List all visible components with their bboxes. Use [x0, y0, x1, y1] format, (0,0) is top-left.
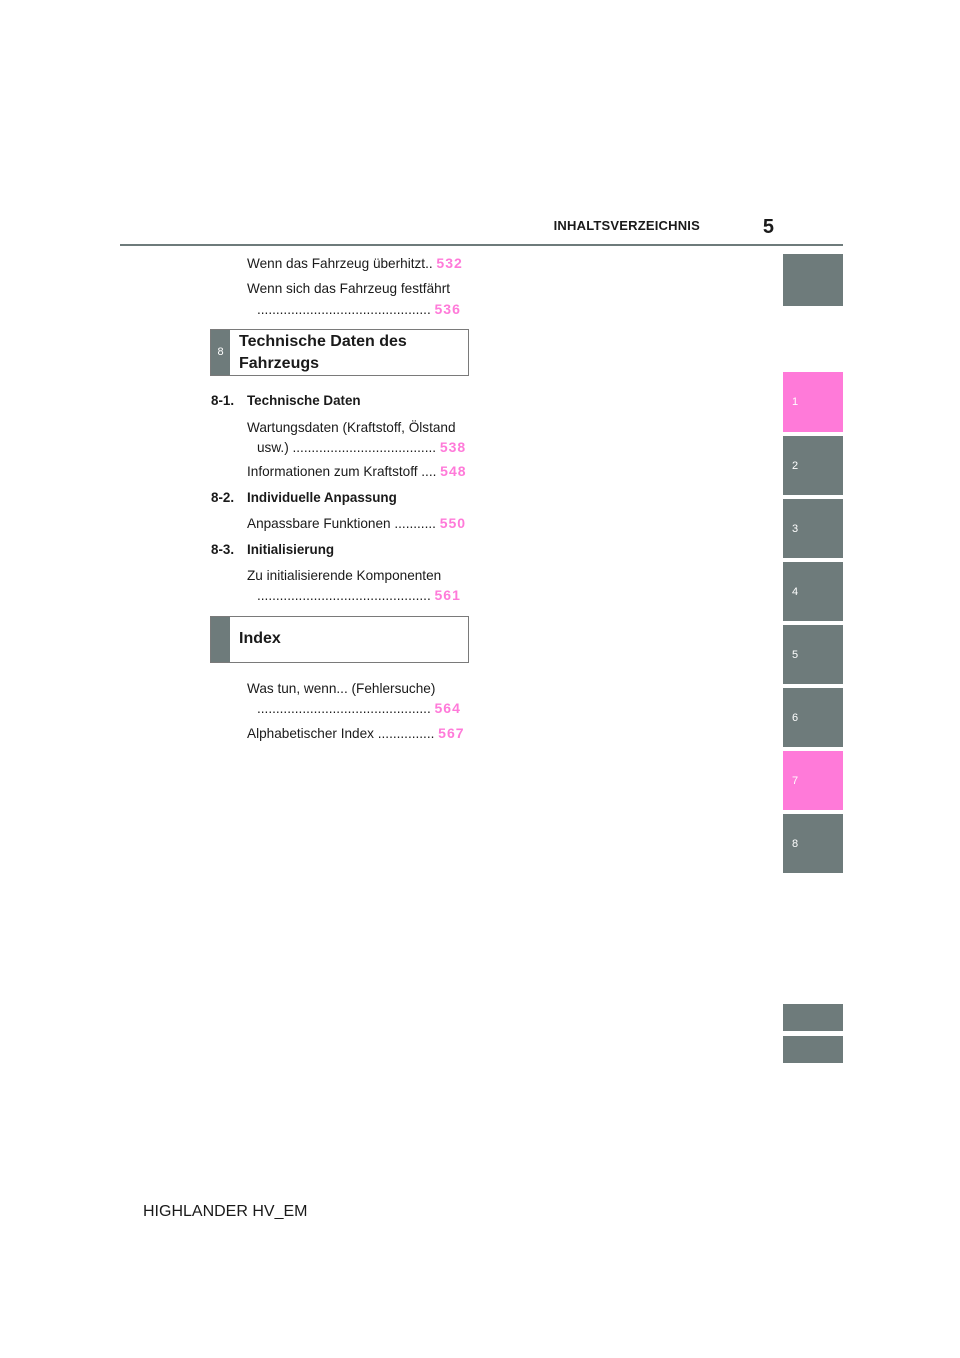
page-number: 5 [762, 216, 774, 238]
toc-page-link[interactable]: 564 [434, 700, 461, 716]
subsection-id: 8-3. [211, 542, 235, 557]
toc-entry[interactable] [247, 254, 463, 273]
side-tab-blank[interactable] [783, 1004, 843, 1031]
side-tab-2[interactable] [783, 436, 843, 495]
subsection-title[interactable]: Individuelle Anpassung [247, 490, 397, 505]
side-tab-8[interactable] [783, 814, 843, 873]
section-header-8 [210, 329, 469, 376]
footer-model-code: HIGHLANDER HV_EM [143, 1203, 308, 1220]
side-tab-label: 6 [792, 711, 799, 724]
section-number: 8 [217, 346, 224, 358]
toc-page-link[interactable]: 567 [438, 725, 465, 741]
toc-page-link[interactable]: 548 [440, 463, 467, 479]
side-tab-blank[interactable] [783, 254, 843, 306]
side-tab-label: 3 [792, 522, 799, 535]
side-tab-label: 7 [792, 774, 799, 787]
subsection-heading[interactable] [211, 541, 234, 559]
toc-entry-text: Zu initialisierende Komponenten [247, 568, 442, 583]
subsection-id: 8-2. [211, 490, 235, 505]
side-tab-label: 2 [792, 459, 799, 472]
header-divider [120, 244, 843, 246]
toc-leader-dots: .............................................. [257, 302, 431, 317]
section-title: Index [239, 630, 281, 647]
toc-entry[interactable] [247, 724, 465, 743]
subsection-title[interactable]: Initialisierung [247, 542, 335, 557]
side-tab-3[interactable] [783, 499, 843, 558]
subsection-heading[interactable] [211, 392, 234, 410]
toc-entry[interactable] [247, 418, 466, 457]
toc-entry-text: Wenn sich das Fahrzeug festfährt [247, 281, 451, 296]
toc-entry-text: Alphabetischer Index ............... [247, 726, 435, 741]
toc-leader-dots: .............................................. [257, 588, 431, 603]
subsection-id: 8-1. [211, 393, 235, 408]
toc-entry[interactable] [247, 462, 467, 481]
toc-entry-text: Wartungsdaten (Kraftstoff, Ölstand [247, 420, 456, 435]
subsection-title[interactable]: Technische Daten [247, 393, 361, 408]
side-tab-4[interactable] [783, 562, 843, 621]
toc-entry[interactable] [247, 679, 461, 718]
toc-page-link[interactable]: 561 [434, 587, 461, 603]
toc-entry-text: Wenn das Fahrzeug überhitzt.. [247, 256, 433, 271]
side-tab-5[interactable] [783, 625, 843, 684]
section-title [239, 331, 407, 375]
side-tab-blank[interactable] [783, 1036, 843, 1063]
toc-entry[interactable] [247, 514, 466, 533]
toc-page-link[interactable]: 536 [434, 301, 461, 317]
side-tab-label: 4 [792, 585, 799, 598]
subsection-heading[interactable] [211, 489, 234, 507]
side-tab-6[interactable] [783, 688, 843, 747]
toc-page-link[interactable]: 532 [436, 255, 463, 271]
toc-entry[interactable] [247, 566, 461, 605]
side-tab-label: 8 [792, 837, 799, 850]
toc-page-link[interactable]: 538 [439, 439, 467, 455]
toc-leader-dots: usw.) ...................................... [257, 440, 437, 455]
side-tab-7[interactable] [783, 751, 843, 810]
section-title-line: Technische Daten des [239, 333, 407, 350]
toc-entry-text: Was tun, wenn... (Fehlersuche) [247, 681, 436, 696]
side-tab-1[interactable] [783, 372, 843, 432]
toc-entry-text: Informationen zum Kraftstoff .... [247, 464, 437, 479]
side-tab-label: 1 [792, 396, 799, 408]
toc-page-link[interactable]: 550 [439, 515, 467, 531]
chapter-title: INHALTSVERZEICHNIS [553, 218, 700, 233]
side-tab-label: 5 [792, 648, 799, 661]
toc-entry[interactable] [247, 279, 461, 319]
section-number-bar [211, 617, 230, 662]
section-title-line: Fahrzeugs [239, 355, 320, 372]
toc-leader-dots: .............................................. [257, 701, 431, 716]
section-header-index [210, 616, 469, 663]
toc-entry-text: Anpassbare Funktionen ........... [247, 516, 436, 531]
